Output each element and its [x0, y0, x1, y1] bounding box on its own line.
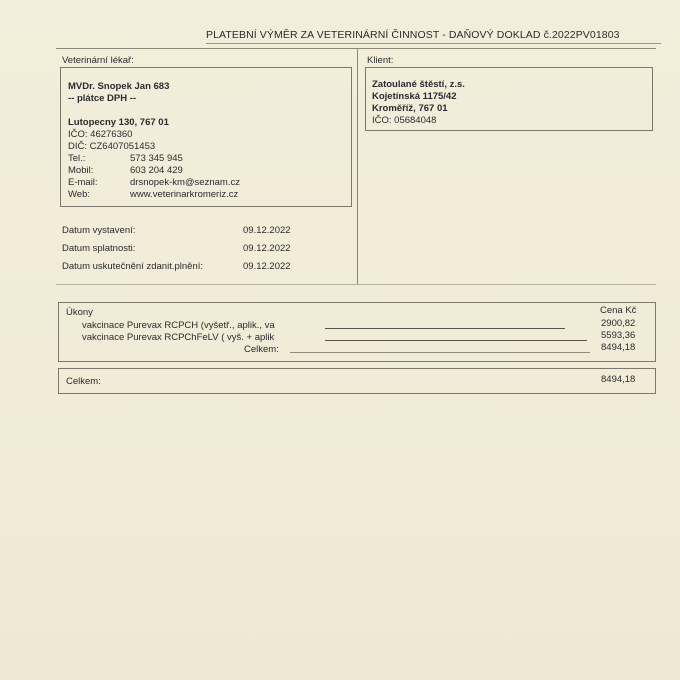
items-subtotal-leader	[290, 352, 590, 353]
vet-mobil-row	[68, 165, 183, 177]
client-name: Zatoulané štěstí, z.s.	[372, 79, 465, 90]
client-city: Kroměříž, 767 01	[372, 103, 448, 114]
vet-ico-label: IČO:	[68, 129, 88, 140]
vet-email-label: E-mail:	[68, 177, 98, 188]
items-heading: Úkony	[66, 307, 93, 318]
items-subtotal-label: Celkem:	[244, 344, 279, 355]
item-row-2-price: 5593,36	[601, 330, 636, 341]
taxable-date-value: 09.12.2022	[243, 261, 291, 272]
vet-heading: Veterinární lékař:	[62, 55, 134, 66]
total-value: 8494,18	[601, 374, 636, 385]
vet-web-row	[68, 189, 238, 201]
vet-tel-value: 573 345 945	[130, 153, 183, 164]
vet-dic-value: CZ6407051453	[89, 141, 156, 152]
issued-date-value: 09.12.2022	[243, 225, 291, 236]
header-top-rule	[56, 48, 656, 49]
item-row-2-label: vakcinace Purevax RCPChFeLV ( vyš. + aplik	[82, 332, 275, 343]
vet-mobil-value: 603 204 429	[130, 165, 183, 176]
client-heading: Klient:	[367, 55, 394, 66]
vet-dic-row	[68, 141, 155, 153]
vet-tel-row	[68, 153, 183, 165]
vet-ico-value: 46276360	[90, 129, 133, 140]
due-date-label: Datum splatnosti:	[62, 243, 136, 254]
vet-vat-note: -- plátce DPH --	[68, 93, 137, 104]
item-row-2-leader	[325, 340, 587, 341]
vet-ico-row	[68, 129, 132, 141]
price-heading: Cena Kč	[600, 305, 637, 316]
vet-web-label: Web:	[68, 189, 91, 200]
total-label: Celkem:	[66, 376, 101, 387]
vet-mobil-label: Mobil:	[68, 165, 94, 176]
item-row-1-leader	[325, 328, 565, 329]
header-bottom-rule	[56, 284, 656, 285]
item-row-1-price: 2900,82	[601, 318, 636, 329]
client-ico-value: 05684048	[394, 115, 437, 126]
due-date-value: 09.12.2022	[243, 243, 291, 254]
document-title: PLATEBNÍ VÝMĚR ZA VETERINÁRNÍ ČINNOST - DAŇOVÝ DOKLAD č.2022PV01803	[206, 29, 620, 41]
item-row-1-label: vakcinace Purevax RCPCH (vyšetř., aplik., va	[82, 320, 275, 331]
client-street: Kojetínská 1175/42	[372, 91, 457, 102]
vet-tel-label: Tel.:	[68, 153, 86, 164]
vet-street: Lutopecny 130, 767 01	[68, 117, 169, 128]
vet-web-value: www.veterinarkromeriz.cz	[130, 189, 239, 200]
client-ico-label: IČO:	[372, 115, 392, 126]
vet-email-value: drsnopek-km@seznam.cz	[130, 177, 240, 188]
vet-dic-label: DIČ:	[68, 141, 87, 152]
taxable-date-label: Datum uskutečnění zdanit.plnění:	[62, 261, 204, 272]
header-divider	[357, 48, 358, 284]
vet-name: MVDr. Snopek Jan 683	[68, 81, 170, 92]
items-subtotal-value: 8494,18	[601, 342, 636, 353]
vet-email-row	[68, 177, 240, 189]
issued-date-label: Datum vystavení:	[62, 225, 136, 236]
client-ico-row	[372, 115, 436, 127]
total-box	[58, 368, 656, 394]
title-underline	[206, 43, 661, 44]
